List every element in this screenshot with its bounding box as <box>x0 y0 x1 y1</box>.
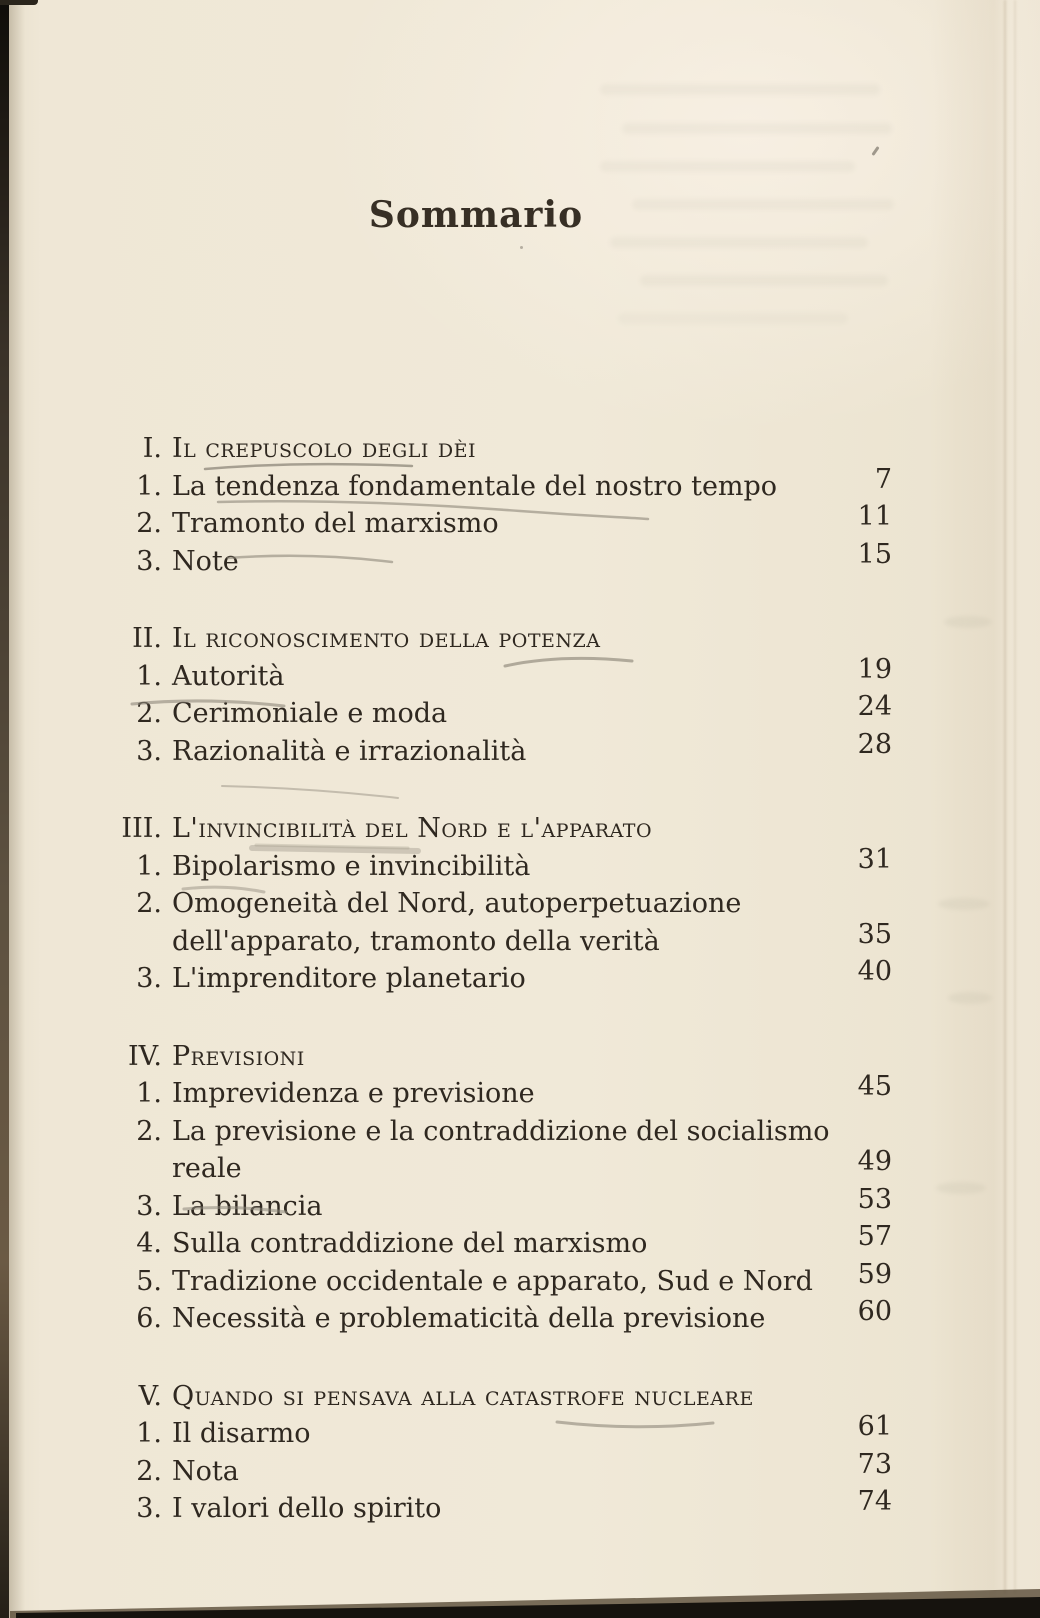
entry-title: L'imprenditore planetario <box>172 963 526 994</box>
toc-entry-row <box>110 691 892 733</box>
toc-entry-row <box>110 1258 892 1301</box>
section-numeral: I. <box>142 433 162 464</box>
page-crease <box>1014 0 1016 1594</box>
entry-number: 2. <box>136 508 162 539</box>
table-of-contents <box>110 430 892 1528</box>
entry-number: 2. <box>136 888 162 919</box>
entry-page-number: 45 <box>857 1071 892 1102</box>
entry-number: 3. <box>136 1493 162 1524</box>
section-numeral: V. <box>138 1380 162 1412</box>
entry-title: Cerimoniale e moda <box>172 698 448 729</box>
page-curl-shading <box>930 0 1040 1618</box>
entry-page-number: 73 <box>857 1448 892 1480</box>
entry-number: 2. <box>136 1115 162 1147</box>
toc-entry-row <box>110 1221 892 1263</box>
show-through-line <box>600 161 855 172</box>
toc-entry-row <box>110 501 892 543</box>
entry-number: 1. <box>136 850 162 882</box>
entry-title: Necessità e problematicità della previsione <box>172 1303 766 1334</box>
scan-edge-left-shadow <box>9 0 25 1618</box>
section-heading: L'invincibilità del Nord e l'apparato <box>172 813 653 844</box>
entry-title: La previsione e la contraddizione del socialismo <box>172 1115 830 1147</box>
entry-page-number: 61 <box>857 1411 892 1442</box>
toc-entry-row <box>110 1113 892 1151</box>
toc-entry-row <box>110 538 892 581</box>
section-numeral: III. <box>121 813 162 844</box>
section-heading: Quando si pensava alla catastrofe nucleare <box>172 1380 754 1412</box>
show-through-line <box>622 123 892 134</box>
scan-edge-left <box>0 0 9 1618</box>
section-heading-row <box>110 810 892 848</box>
entry-number: 2. <box>136 1455 162 1487</box>
entry-title: I valori dello spirito <box>172 1493 442 1524</box>
entry-title: Omogeneità del Nord, autoperpetuazione <box>172 888 742 919</box>
toc-entry-row <box>110 956 892 998</box>
section-heading: Il crepuscolo degli dèi <box>172 433 477 464</box>
toc-entry-row <box>110 1071 892 1113</box>
entry-title: Razionalità e irrazionalità <box>172 735 527 767</box>
show-through-line <box>610 237 868 248</box>
entry-page-number: 11 <box>857 501 892 532</box>
entry-title: Note <box>172 545 239 577</box>
entry-page-number: 35 <box>857 918 892 950</box>
entry-title: Il disarmo <box>172 1418 311 1449</box>
paper-speck <box>520 246 523 249</box>
toc-entry-row <box>110 1448 892 1491</box>
toc-section <box>110 810 892 998</box>
entry-title: La tendenza fondamentale del nostro tempo <box>172 470 778 502</box>
toc-entry-row <box>110 1146 892 1188</box>
entry-page-number: 60 <box>857 1296 892 1327</box>
section-heading-row <box>110 1378 892 1416</box>
entry-title: dell'apparato, tramonto della verità <box>172 925 660 957</box>
toc-entry-row <box>110 1296 892 1338</box>
entry-page-number: 57 <box>857 1221 892 1252</box>
section-heading: Il riconoscimento della potenza <box>172 623 601 654</box>
entry-number: 5. <box>136 1265 162 1297</box>
entry-number: 6. <box>136 1303 162 1334</box>
entry-page-number: 59 <box>857 1258 892 1290</box>
entry-title: La bilancia <box>172 1190 323 1222</box>
toc-entry-row <box>110 1486 892 1528</box>
section-numeral: II. <box>132 623 162 654</box>
page-title: Sommario <box>368 194 584 237</box>
toc-entry-row <box>110 1183 892 1226</box>
show-through-line <box>640 275 888 286</box>
section-heading: Previsioni <box>172 1040 305 1072</box>
entry-title: Imprevidenza e previsione <box>172 1078 535 1109</box>
entry-page-number: 49 <box>857 1146 892 1177</box>
toc-entry-row <box>110 1411 892 1453</box>
entry-page-number: 28 <box>857 728 892 760</box>
section-heading-row <box>110 620 892 658</box>
entry-page-number: 24 <box>857 691 892 722</box>
section-numeral: IV. <box>127 1040 162 1072</box>
entry-number: 3. <box>136 735 162 767</box>
toc-entry-row <box>110 843 892 886</box>
entry-page-number: 53 <box>857 1183 892 1215</box>
scan-edge-top-left <box>0 0 38 5</box>
toc-entry-row <box>110 463 892 506</box>
entry-number: 3. <box>136 1190 162 1222</box>
page-crease <box>1004 0 1006 1594</box>
entry-page-number: 15 <box>857 538 892 570</box>
entry-title: Sulla contraddizione del marxismo <box>172 1228 648 1259</box>
entry-page-number: 40 <box>857 956 892 987</box>
entry-page-number: 74 <box>857 1486 892 1517</box>
toc-section <box>110 430 892 580</box>
entry-number: 1. <box>136 470 162 502</box>
entry-title: Nota <box>172 1455 239 1487</box>
entry-page-number: 31 <box>857 843 892 875</box>
entry-title: Tramonto del marxismo <box>172 508 499 539</box>
section-heading-row <box>110 430 892 468</box>
entry-number: 4. <box>136 1228 162 1259</box>
entry-title: Autorità <box>172 660 285 692</box>
entry-number: 3. <box>136 545 162 577</box>
entry-number: 2. <box>136 698 162 729</box>
entry-number: 1. <box>136 660 162 692</box>
entry-number: 1. <box>136 1078 162 1109</box>
paper-speck <box>871 146 879 156</box>
toc-entry-row <box>110 728 892 771</box>
show-through-line <box>600 84 880 95</box>
section-heading-row <box>110 1038 892 1076</box>
entry-title: Bipolarismo e invincibilità <box>172 850 531 882</box>
toc-section <box>110 1038 892 1338</box>
toc-entry-row <box>110 885 892 923</box>
toc-section <box>110 620 892 770</box>
entry-title: Tradizione occidentale e apparato, Sud e Nord <box>172 1265 813 1297</box>
toc-entry-row <box>110 918 892 961</box>
entry-number: 3. <box>136 963 162 994</box>
entry-page-number: 19 <box>857 653 892 685</box>
toc-entry-row <box>110 653 892 696</box>
entry-number: 1. <box>136 1418 162 1449</box>
entry-page-number: 7 <box>874 463 892 495</box>
show-through-line <box>618 313 848 324</box>
toc-section <box>110 1378 892 1528</box>
entry-title: reale <box>172 1153 242 1184</box>
